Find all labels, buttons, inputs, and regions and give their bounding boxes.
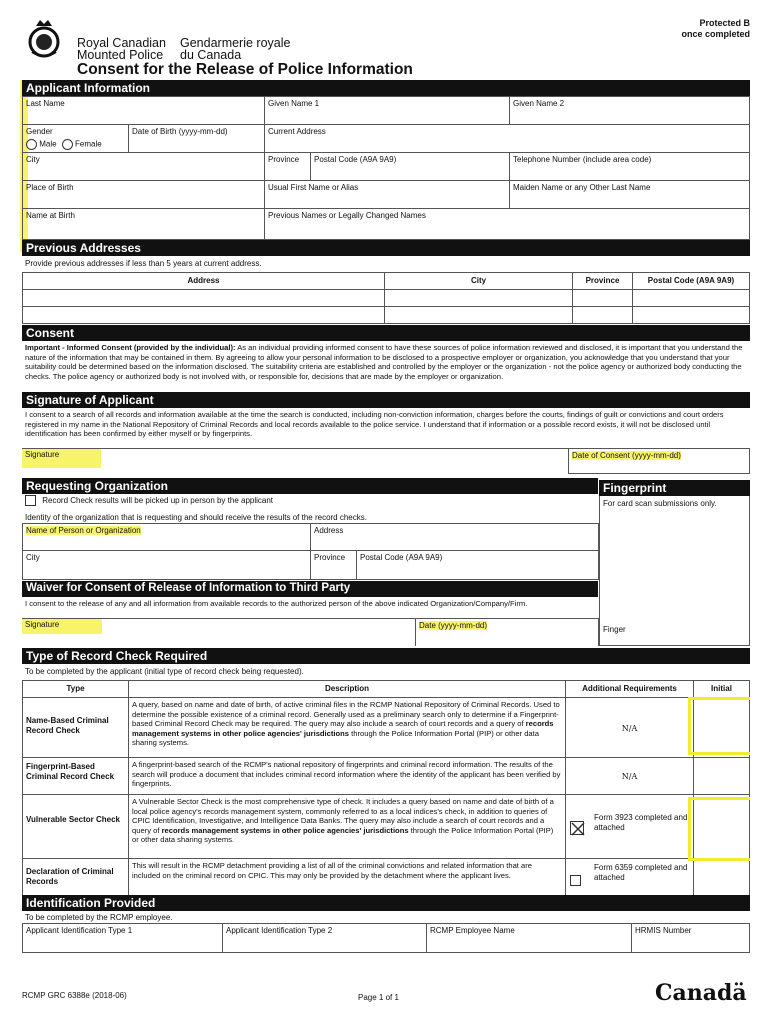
col-description-header: Description (128, 680, 566, 698)
employee-name-field[interactable]: RCMP Employee Name (426, 923, 632, 953)
identification-instruction: To be completed by the RCMP employee. (25, 913, 173, 922)
prev-address-row-2-postal[interactable] (632, 306, 750, 324)
consent-paragraph: Important - Informed Consent (provided by the individual): As an individual providing informed consent to have these sources of police information reviewed and disclosed, it is important that you understand the nature of the information that may be contained in them. By agreeing to allow your personal information to be disclosed to a prospective employer or organization, you acknowledge that you understand that your suitability could be determined based on the information disclosed. The suitability criteria are established and controlled by the employer or the organization - not the police agency or authorized body conducting the checks. The police agency or authorized body is not involved with, or responsible for, decisions that are made by the employer or organization. (25, 343, 743, 381)
id-type-1-field[interactable]: Applicant Identification Type 1 (22, 923, 223, 953)
highlight-initial-1 (688, 697, 750, 755)
form-6359-checkbox[interactable] (570, 875, 581, 886)
date-of-consent-field[interactable]: Date of Consent (yyyy-mm-dd) (568, 448, 750, 474)
org-province-field[interactable]: Province (310, 550, 357, 580)
usual-first-name-field[interactable]: Usual First Name or Alias (264, 180, 510, 209)
pickup-checkbox[interactable] (25, 495, 36, 506)
last-name-field[interactable]: Last Name (22, 96, 265, 125)
waiver-date-field[interactable]: Date (yyyy-mm-dd) (415, 618, 599, 646)
prev-address-row-1-postal[interactable] (632, 289, 750, 307)
waiver-signature-line (22, 618, 416, 646)
record-type-vulnerable-sector: Vulnerable Sector Check (22, 794, 129, 859)
description-vulnerable-sector: A Vulnerable Sector Check is the most comprehensive type of check. It includes a query based on name and date of birth of a local police agency's records management system, commonly referred to as a local indices's check, in addition to queries of CPIC Identification, Investigative, and Intelligence Data Banks. The query may also include a search of court records and a query of records management systems in other police agencies' jurisdictions through the Police Information Portal (PIP) or other data sharing systems. (128, 794, 566, 859)
hrmis-number-field[interactable]: HRMIS Number (631, 923, 750, 953)
maiden-name-field[interactable]: Maiden Name or any Other Last Name (509, 180, 750, 209)
prev-address-row-2-address[interactable] (22, 306, 385, 324)
form-number: RCMP GRC 6388e (2018-06) (22, 991, 127, 1000)
given-name-1-field[interactable]: Given Name 1 (264, 96, 510, 125)
prev-address-row-2-province[interactable] (572, 306, 633, 324)
description-declaration: This will result in the RCMP detachment providing a list of all of the criminal convictions and related information that are included on the criminal record on CPIC. This may only be provided by the detachment where the applicant lives. (128, 858, 566, 896)
applicant-signature-line (22, 448, 569, 474)
page-number: Page 1 of 1 (358, 993, 399, 1002)
section-fingerprint: Fingerprint (599, 480, 750, 496)
postal-code-field[interactable]: Postal Code (A9A 9A9) (310, 152, 510, 181)
record-check-instruction: To be completed by the applicant (initial type of record check being requested). (25, 667, 304, 676)
applicant-signature-field[interactable]: Signature (22, 448, 101, 468)
gender-field: Gender Male Female (22, 124, 129, 153)
gender-female-radio[interactable] (62, 139, 73, 150)
section-waiver: Waiver for Consent of Release of Information to Third Party (22, 581, 598, 597)
pickup-option: Record Check results will be picked up in person by the applicant (25, 495, 273, 506)
previous-addresses-instruction: Provide previous addresses if less than 5 years at current address. (25, 259, 262, 268)
initial-fingerprint-based[interactable] (693, 757, 750, 795)
record-type-name-based: Name-Based Criminal Record Check (22, 697, 129, 758)
id-type-2-field[interactable]: Applicant Identification Type 2 (222, 923, 427, 953)
name-at-birth-field[interactable]: Name at Birth (22, 208, 265, 240)
gender-male-radio[interactable] (26, 139, 37, 150)
section-consent: Consent (22, 325, 750, 341)
requirement-vulnerable-sector: Form 3923 completed and attached (565, 794, 694, 859)
signature-consent-paragraph: I consent to a search of all records and information available at the time the search is conducted, including non-conviction information, charges before the courts, findings of guilt or convictions and court orders registered in my name in the National Repository of Criminal Records and local records available to the police service. I understand that if information or a possible record exists, it will not be disclosed until identification has been confirmed by either myself or by fingerprints. (25, 410, 724, 438)
finger-label: Finger (603, 625, 626, 634)
org-name-english: Royal Canadian Mounted Police (77, 36, 166, 62)
given-name-2-field[interactable]: Given Name 2 (509, 96, 750, 125)
section-requesting-organization: Requesting Organization (22, 478, 598, 494)
prev-address-row-1-address[interactable] (22, 289, 385, 307)
form-3923-checkbox[interactable] (570, 821, 584, 835)
waiver-signature-field[interactable]: Signature (22, 618, 102, 634)
rcmp-crest-icon (22, 16, 66, 60)
place-of-birth-field[interactable]: Place of Birth (22, 180, 265, 209)
date-of-birth-field[interactable]: Date of Birth (yyyy-mm-dd) (128, 124, 265, 153)
previous-names-field[interactable]: Previous Names or Legally Changed Names (264, 208, 750, 240)
org-postal-field[interactable]: Postal Code (A9A 9A9) (356, 550, 599, 580)
org-name-field[interactable]: Name of Person or Organization (22, 523, 311, 551)
requirement-name-based: N/A (565, 697, 694, 758)
form-title: Consent for the Release of Police Information (77, 61, 413, 78)
section-signature-applicant: Signature of Applicant (22, 392, 750, 408)
waiver-paragraph: I consent to the release of any and all information from available records to the authorized person of the above indicated Organization/Company/Firm. (25, 599, 528, 608)
col-initial-header: Initial (693, 680, 750, 698)
section-previous-addresses: Previous Addresses (22, 240, 750, 256)
current-address-field[interactable]: Current Address (264, 124, 750, 153)
col-city-header: City (384, 272, 573, 290)
fingerprint-note: For card scan submissions only. (603, 499, 717, 508)
organization-identity-instruction: Identity of the organization that is requesting and should receive the results of the record checks. (25, 513, 367, 522)
col-province-header: Province (572, 272, 633, 290)
prev-address-row-2-city[interactable] (384, 306, 573, 324)
highlight-initial-2 (688, 797, 750, 861)
telephone-field[interactable]: Telephone Number (include area code) (509, 152, 750, 181)
requirement-declaration: Form 6359 completed and attached (565, 858, 694, 896)
col-postal-header: Postal Code (A9A 9A9) (632, 272, 750, 290)
checkmark-x-icon (571, 822, 585, 836)
col-type-header: Type (22, 680, 129, 698)
org-name-french: Gendarmerie royale du Canada (180, 36, 291, 62)
description-fingerprint-based: A fingerprint-based search of the RCMP's national repository of fingerprints and criminal record information. The results of the search will produce a document that includes criminal record information where the identity of the applicant has been verified by fingerprints. (128, 757, 566, 795)
section-identification: Identification Provided (22, 895, 750, 911)
protected-b-label: Protected B once completed (681, 18, 750, 39)
org-address-field[interactable]: Address (310, 523, 599, 551)
province-field[interactable]: Province (264, 152, 311, 181)
requirement-fingerprint-based: N/A (565, 757, 694, 795)
prev-address-row-1-city[interactable] (384, 289, 573, 307)
fingerprint-box (599, 496, 750, 646)
record-type-declaration: Declaration of Criminal Records (22, 858, 129, 896)
col-requirements-header: Additional Requirements (565, 680, 694, 698)
section-record-check: Type of Record Check Required (22, 648, 750, 664)
description-name-based: A query, based on name and date of birth, of active criminal files in the RCMP National Repository of Criminal Records. Used to determine the possible existence of a criminal record. Generally used as a preliminary search only to determine if a Fingerprint-based Criminal Record Check may be required. The query may also include a search of court records and a query of records management systems in other police agencies' jurisdictions through the Police Information Portal (PIP) or other data sharing systems. (128, 697, 566, 758)
record-type-fingerprint-based: Fingerprint-Based Criminal Record Check (22, 757, 129, 795)
initial-declaration[interactable] (693, 858, 750, 896)
prev-address-row-1-province[interactable] (572, 289, 633, 307)
col-address-header: Address (22, 272, 385, 290)
canada-wordmark: Canadä (655, 980, 747, 1006)
section-applicant-information: Applicant Information (22, 80, 750, 96)
org-city-field[interactable]: City (22, 550, 311, 580)
city-field[interactable]: City (22, 152, 265, 181)
